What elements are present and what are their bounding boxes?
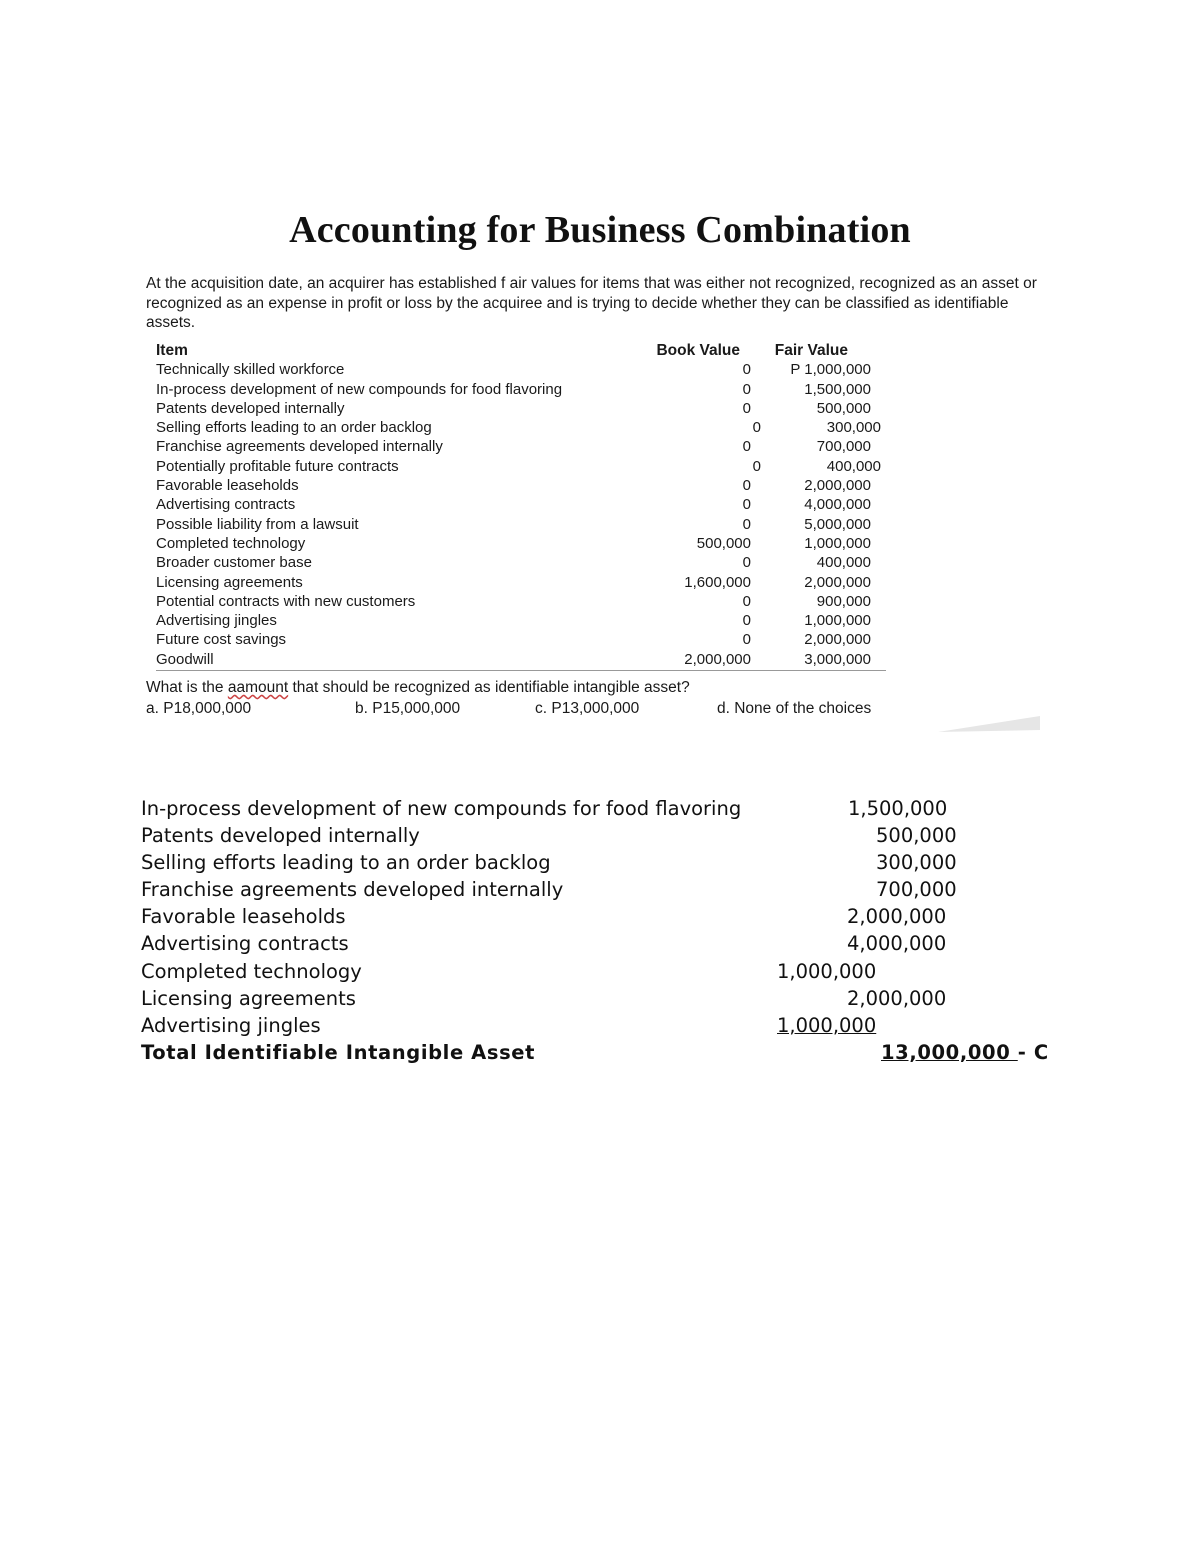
solution-total-amount: 13,000,000 [881, 1040, 1018, 1064]
solution-line [141, 985, 1081, 1012]
row-book-value: 2,000,000 [684, 650, 751, 668]
row-item: Favorable leaseholds [156, 477, 299, 495]
row-book-value: 0 [752, 457, 761, 475]
solution-label: Completed technology [141, 959, 362, 983]
solution-total-line [141, 1039, 1081, 1066]
solution-total-amount-group [881, 1039, 1049, 1066]
solution-amount: 2,000,000 [847, 986, 947, 1010]
row-item: Licensing agreements [156, 573, 303, 591]
table-row [156, 476, 886, 495]
table-bottom-rule [156, 670, 886, 671]
solution-amount: 4,000,000 [847, 932, 947, 956]
row-item: Potentially profitable future contracts [156, 457, 399, 475]
row-item: Patents developed internally [156, 399, 345, 417]
row-book-value: 0 [742, 496, 751, 514]
row-fair-value: 1,500,000 [804, 380, 871, 398]
solution-label: Selling efforts leading to an order backlog [141, 851, 551, 875]
header-fair-value: Fair Value [774, 342, 848, 359]
solution-line [141, 849, 1081, 876]
solution-line [141, 958, 1081, 985]
row-item: Advertising contracts [156, 496, 296, 514]
row-book-value: 0 [742, 612, 751, 630]
solution-label: Licensing agreements [141, 986, 356, 1010]
row-book-value: 0 [742, 380, 751, 398]
row-fair-value: 1,000,000 [804, 612, 871, 630]
row-fair-value: 700,000 [816, 438, 871, 456]
solution-amount: 500,000 [876, 824, 957, 848]
row-fair-value: 2,000,000 [804, 477, 871, 495]
table-row [156, 650, 886, 669]
row-item: Broader customer base [156, 554, 312, 572]
scan-edge-artifact [930, 712, 1042, 734]
row-item: Franchise agreements developed internally [156, 438, 443, 456]
row-fair-value: P 1,000,000 [790, 361, 871, 379]
row-book-value: 500,000 [696, 534, 751, 552]
table-row [156, 457, 886, 476]
row-book-value: 1,600,000 [684, 573, 751, 591]
table-row [156, 380, 886, 399]
table-row [156, 360, 886, 379]
solution-label: Patents developed internally [141, 824, 420, 848]
solution-answer-letter: - C [1017, 1040, 1049, 1064]
table-row [156, 553, 886, 572]
solution-label: Advertising jingles [141, 1013, 321, 1037]
solution-line [141, 903, 1081, 930]
row-fair-value: 300,000 [826, 419, 881, 437]
solution-line [141, 930, 1081, 957]
choice-b: b. P15,000,000 [355, 700, 461, 717]
question-text [146, 679, 690, 697]
table-row [156, 495, 886, 514]
table-row [156, 418, 886, 437]
row-fair-value: 400,000 [826, 457, 881, 475]
row-book-value: 0 [742, 631, 751, 649]
row-fair-value: 400,000 [816, 554, 871, 572]
header-book-value: Book Value [656, 342, 740, 359]
table-row [156, 437, 886, 456]
table-row [156, 515, 886, 534]
row-fair-value: 2,000,000 [804, 573, 871, 591]
document-title: Accounting for Business Combination [289, 209, 911, 251]
solution-amount: 700,000 [876, 878, 957, 902]
solution-block [141, 795, 1081, 1066]
question-suffix: that should be recognized as identifiable intangible asset? [288, 679, 690, 696]
row-book-value: 0 [742, 361, 751, 379]
header-item: Item [156, 342, 188, 359]
row-fair-value: 900,000 [816, 592, 871, 610]
solution-amount: 1,000,000 [777, 1013, 877, 1037]
row-fair-value: 4,000,000 [804, 496, 871, 514]
choice-c: c. P13,000,000 [535, 700, 640, 717]
choice-d: d. None of the choices [717, 700, 872, 717]
solution-label: Franchise agreements developed internally [141, 878, 564, 902]
question-misspelled-word: aamount [227, 679, 289, 696]
solution-line [141, 822, 1081, 849]
row-fair-value: 500,000 [816, 399, 871, 417]
row-fair-value: 3,000,000 [804, 650, 871, 668]
valuation-table [156, 341, 886, 669]
table-header [156, 341, 886, 360]
row-item: Advertising jingles [156, 612, 277, 630]
question-prefix: What is the [146, 679, 228, 696]
row-book-value: 0 [742, 554, 751, 572]
table-row [156, 399, 886, 418]
row-item: Goodwill [156, 650, 214, 668]
row-item: Possible liability from a lawsuit [156, 515, 359, 533]
row-item: Future cost savings [156, 631, 287, 649]
solution-amount: 2,000,000 [847, 905, 947, 929]
row-book-value: 0 [742, 515, 751, 533]
solution-amount: 1,500,000 [848, 797, 948, 820]
row-item: Potential contracts with new customers [156, 592, 416, 610]
solution-line [141, 795, 1081, 822]
solution-label: Advertising contracts [141, 932, 349, 956]
table-row [156, 573, 886, 592]
row-book-value: 0 [742, 438, 751, 456]
row-item: Technically skilled workforce [156, 361, 345, 379]
problem-intro: At the acquisition date, an acquirer has established f air values for items that was either not recognized, recognized as an asset or recognized as an expense in profit or loss by the acquiree and is trying to decide whether they can be classified as identifiable assets. [146, 275, 1037, 331]
solution-amount: 1,000,000 [777, 959, 877, 983]
row-item: In-process development of new compounds for food flavoring [156, 380, 563, 398]
table-row [156, 534, 886, 553]
row-fair-value: 5,000,000 [804, 515, 871, 533]
solution-line [141, 1012, 1081, 1039]
row-book-value: 0 [742, 477, 751, 495]
table-row [156, 630, 886, 649]
row-item: Completed technology [156, 534, 306, 552]
row-fair-value: 2,000,000 [804, 631, 871, 649]
table-row [156, 611, 886, 630]
solution-amount: 300,000 [876, 851, 957, 875]
row-book-value: 0 [742, 399, 751, 417]
row-book-value: 0 [742, 592, 751, 610]
row-item: Selling efforts leading to an order backlog [156, 419, 432, 437]
solution-line [141, 876, 1081, 903]
solution-label: In-process development of new compounds for food flavoring [141, 797, 742, 820]
solution-label: Favorable leaseholds [141, 905, 346, 929]
choice-a: a. P18,000,000 [146, 700, 252, 717]
solution-total-label: Total Identifiable Intangible Asset [141, 1040, 536, 1064]
row-book-value: 0 [752, 419, 761, 437]
table-row [156, 592, 886, 611]
row-fair-value: 1,000,000 [804, 534, 871, 552]
